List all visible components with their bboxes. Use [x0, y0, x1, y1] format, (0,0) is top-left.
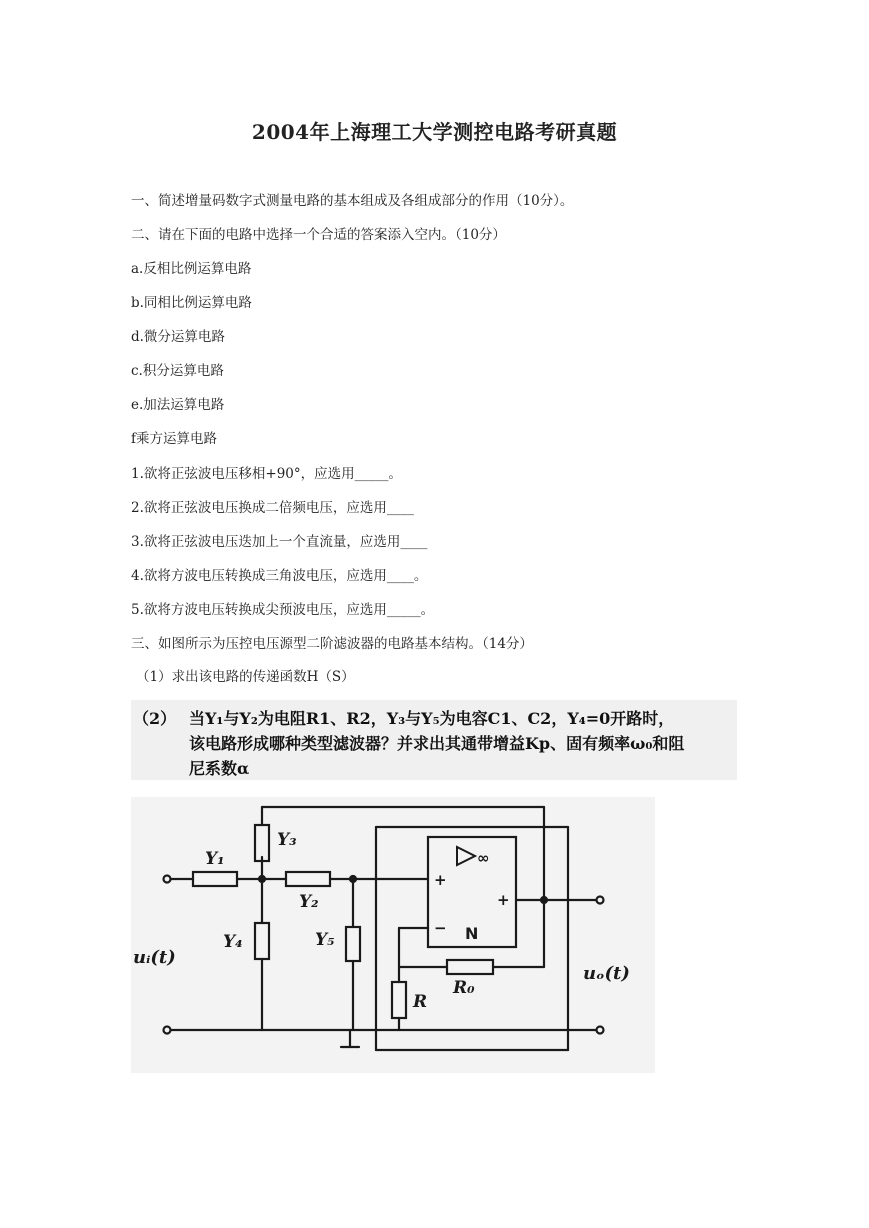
- option-c: c.积分运算电路: [131, 363, 224, 379]
- question-3-part-2-scan: [131, 700, 737, 780]
- question-2: 二、请在下面的电路中选择一个合适的答案添入空内。（10分）: [131, 227, 506, 243]
- y4-label: Y₄: [223, 932, 243, 952]
- r-element: [392, 982, 406, 1018]
- minus-input-label: −: [434, 919, 447, 937]
- r0-label: R₀: [453, 978, 475, 998]
- question-3: 三、如图所示为压控电压源型二阶滤波器的电路基本结构。（14分）: [131, 636, 533, 652]
- n-label: N: [465, 924, 479, 943]
- option-e: e.加法运算电路: [131, 397, 225, 413]
- y5-label: Y₅: [315, 930, 335, 950]
- sub-question-2: 2.欲将正弦波电压换成二倍频电压，应选用____: [131, 500, 414, 516]
- part-2-number: （2）: [133, 709, 177, 728]
- option-b: b.同相比例运算电路: [131, 295, 252, 311]
- option-a: a.反相比例运算电路: [131, 261, 252, 277]
- sub-question-5: 5.欲将方波电压转换成尖预波电压，应选用_____。: [131, 602, 435, 618]
- sub-question-4: 4.欲将方波电压转换成三角波电压，应选用____。: [131, 568, 428, 584]
- output-plus-label: +: [497, 891, 510, 909]
- y2-element: [286, 872, 330, 886]
- y5-element: [346, 927, 360, 961]
- output-terminal-top: [597, 897, 604, 904]
- output-terminal-bottom: [597, 1027, 604, 1034]
- infinity-label: ∞: [477, 849, 490, 867]
- y1-element: [193, 872, 237, 886]
- ui-label: uᵢ(t): [133, 947, 176, 968]
- plus-input-label: +: [434, 871, 447, 889]
- question-3-part-1: （1）求出该电路的传递函数H（S）: [136, 669, 355, 685]
- option-d: d.微分运算电路: [131, 329, 225, 345]
- question-1: 一、简述增量码数字式测量电路的基本组成及各组成部分的作用（10分）。: [131, 193, 574, 209]
- r-label: R: [413, 992, 428, 1012]
- option-f: f乘方运算电路: [131, 431, 217, 447]
- input-terminal-bottom: [164, 1027, 171, 1034]
- sub-question-3: 3.欲将正弦波电压迭加上一个直流量，应选用____: [131, 534, 428, 550]
- part-2-line-3: 尼系数α: [189, 759, 250, 778]
- circuit-diagram: [131, 797, 655, 1073]
- uo-label: uₒ(t): [583, 963, 630, 984]
- y4-element: [255, 923, 269, 959]
- y2-label: Y₂: [299, 892, 319, 912]
- part-2-line-1: 当Y₁与Y₂为电阻R1、R2，Y₃与Y₅为电容C1、C2，Y₄=0开路时，: [189, 709, 675, 728]
- y3-label: Y₃: [277, 830, 297, 850]
- circuit-figure: [131, 797, 655, 1073]
- y3-element: [255, 825, 269, 861]
- input-terminal-top: [164, 876, 171, 883]
- sub-question-1: 1.欲将正弦波电压移相+90°，应选用_____。: [131, 466, 402, 482]
- part-2-line-2: 该电路形成哪种类型滤波器？并求出其通带增益Kp、固有频率ω₀和阻: [189, 734, 685, 753]
- r0-element: [447, 960, 493, 974]
- y1-label: Y₁: [205, 849, 225, 869]
- page-title: 2004年上海理工大学测控电路考研真题: [251, 120, 618, 144]
